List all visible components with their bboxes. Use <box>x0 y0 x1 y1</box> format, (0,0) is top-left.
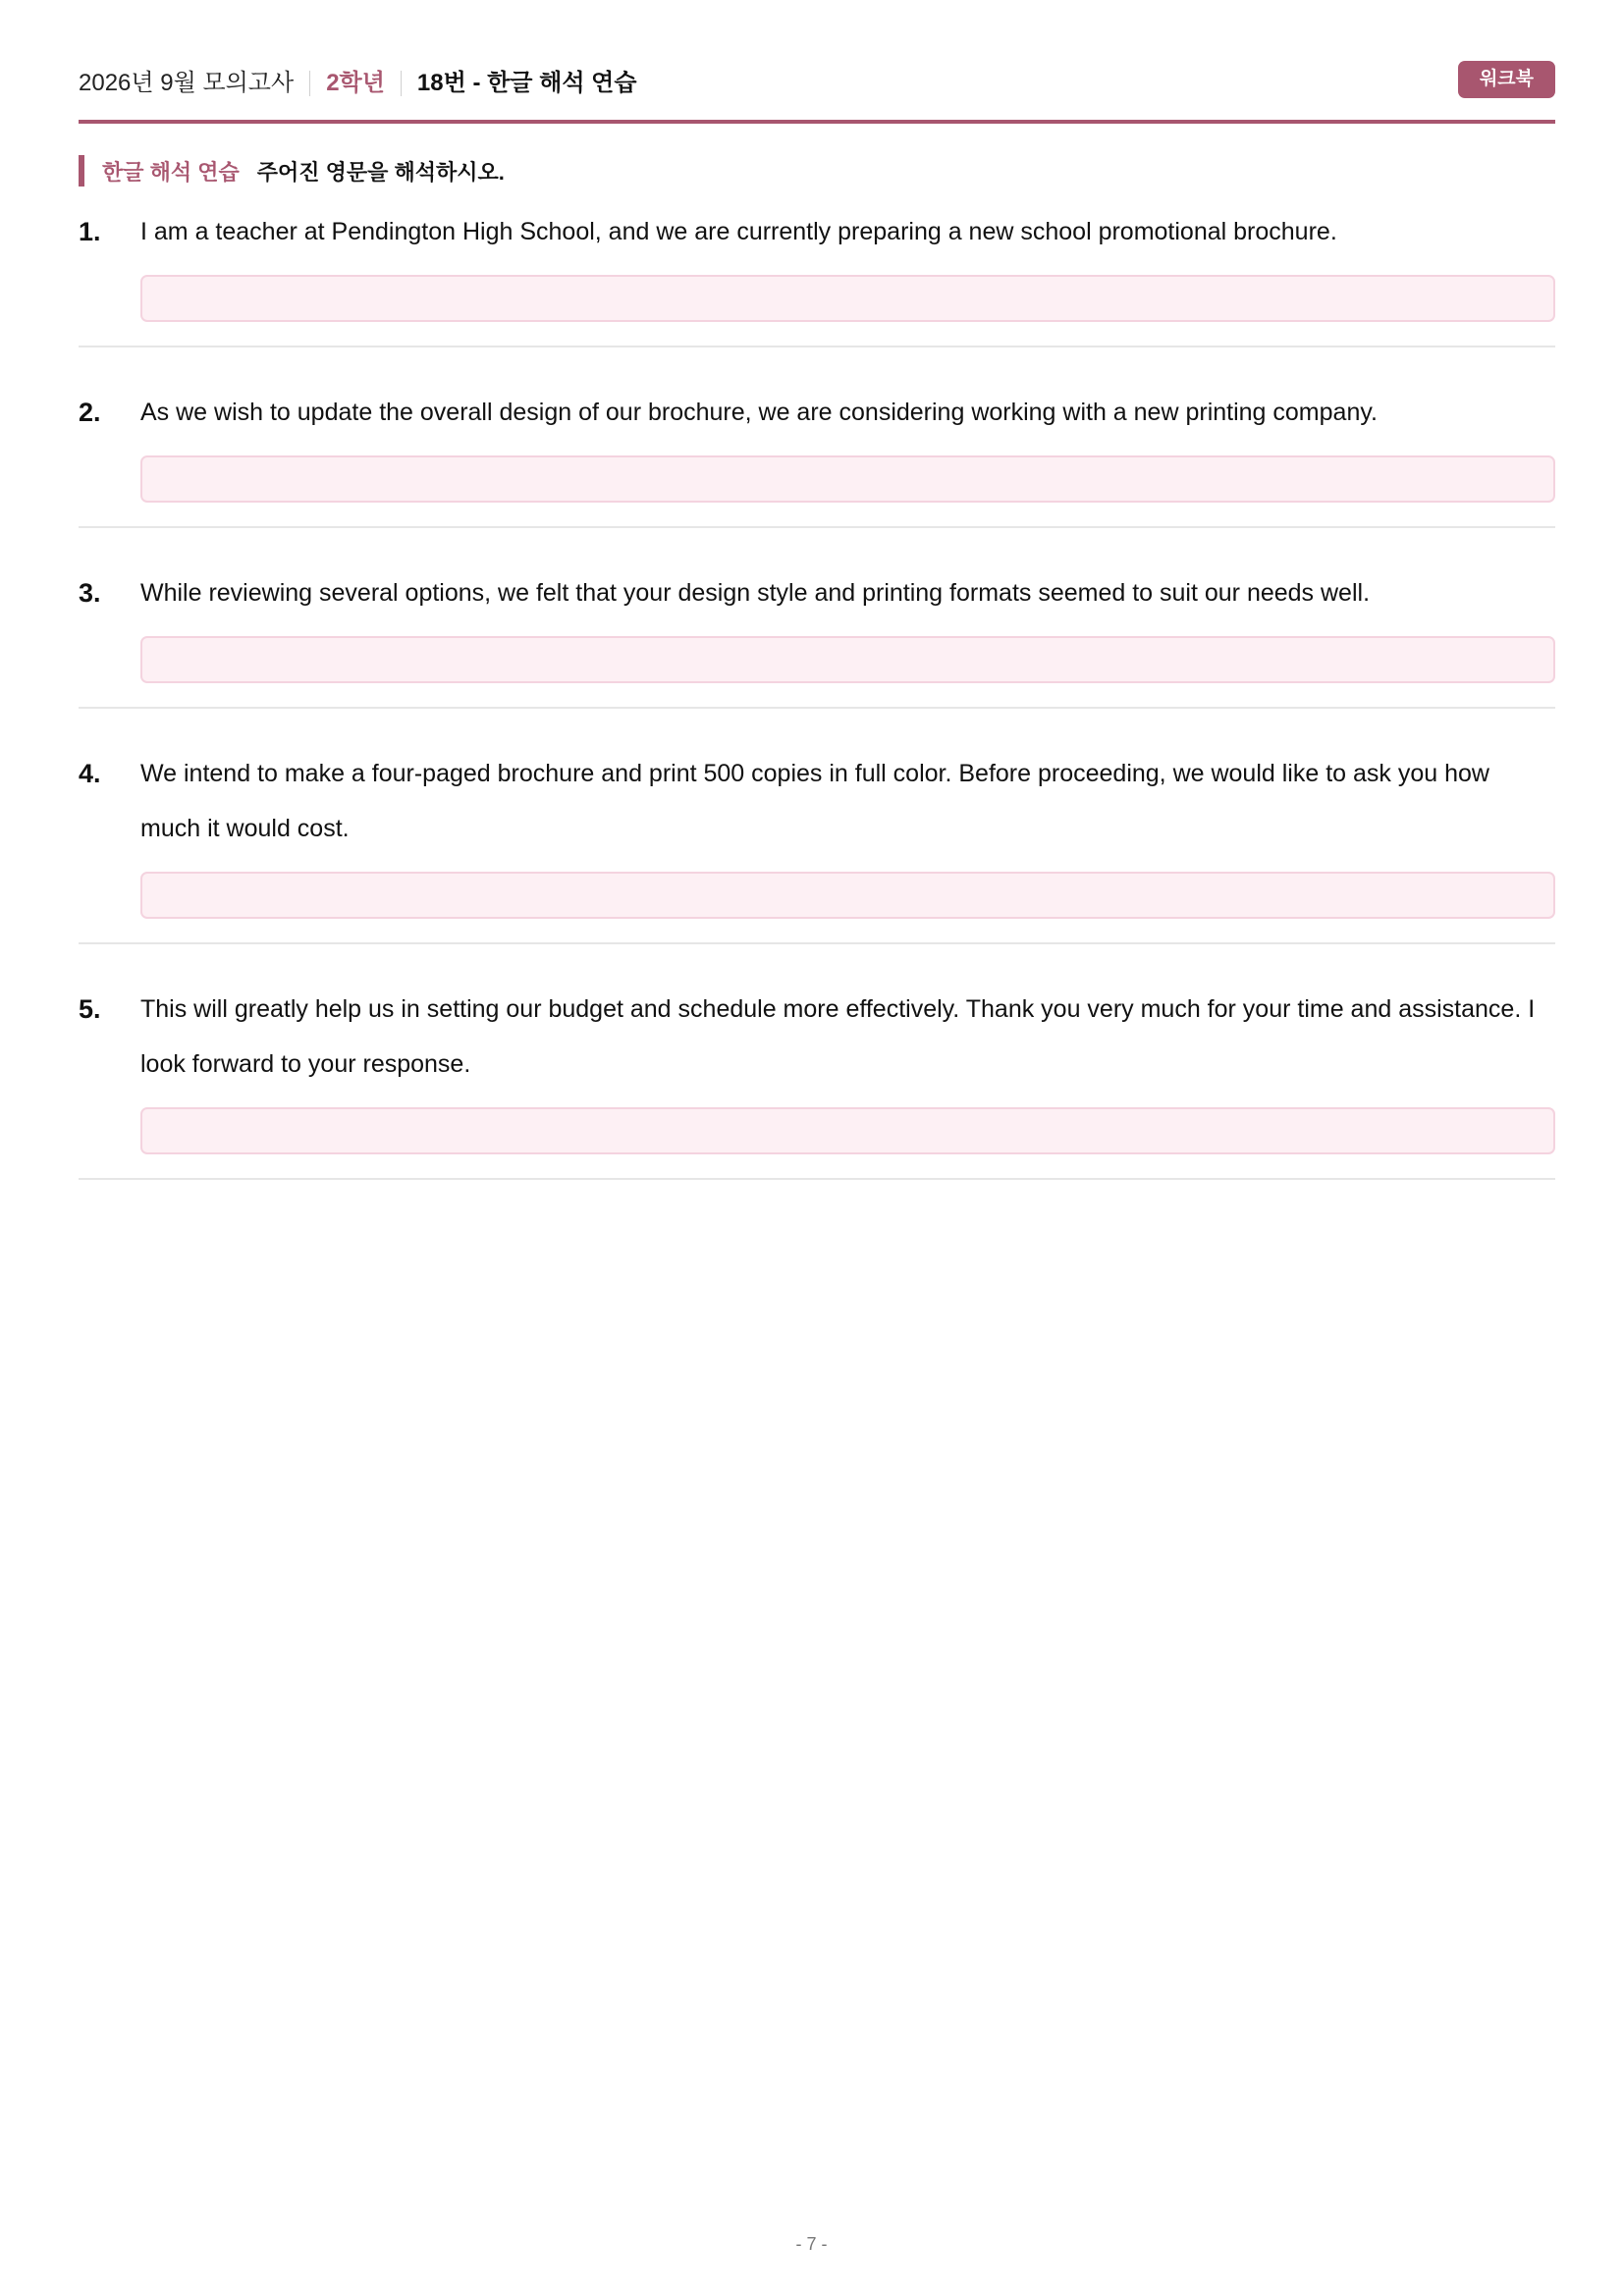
answer-field[interactable] <box>140 1107 1555 1154</box>
question-text: As we wish to update the overall design of our brochure, we are considering working with a new printing company. <box>140 399 1378 426</box>
exam-name: 2026년 9월 모의고사 <box>79 70 295 96</box>
question-text: This will greatly help us in setting our budget and schedule more effectively. Thank you very much for your time and assistance. I look forward to your response. <box>140 995 1536 1078</box>
question-number: 4. <box>79 759 101 788</box>
question-item <box>79 982 1555 1180</box>
page-header <box>79 61 1555 124</box>
answer-field[interactable] <box>140 636 1555 683</box>
header-divider <box>309 71 310 96</box>
instruction-label: 한글 해석 연습 <box>102 159 240 185</box>
question-item <box>79 385 1555 528</box>
question-item <box>79 204 1555 347</box>
question-item <box>79 565 1555 709</box>
question-text: We intend to make a four-paged brochure and print 500 copies in full color. Before proceeding, we would like to ask you how much it would cost. <box>140 760 1489 842</box>
question-number: 3. <box>79 578 101 608</box>
answer-field[interactable] <box>140 275 1555 322</box>
question-item <box>79 746 1555 944</box>
workbook-badge: 워크북 <box>1458 61 1555 98</box>
header-breadcrumb <box>79 69 637 98</box>
answer-field[interactable] <box>140 872 1555 919</box>
question-number: 5. <box>79 994 101 1024</box>
worksheet-page <box>79 0 1555 2296</box>
question-number: 1. <box>79 217 101 246</box>
instruction-text: 주어진 영문을 해석하시오. <box>256 159 505 185</box>
question-text: While reviewing several options, we felt that your design style and printing formats seemed to suit our needs well. <box>140 579 1371 607</box>
question-number: 2. <box>79 398 101 427</box>
page-title: 18번 - 한글 해석 연습 <box>416 70 637 96</box>
question-text: I am a teacher at Pendington High School, and we are currently preparing a new school promotional brochure. <box>140 218 1337 245</box>
header-divider <box>401 71 402 96</box>
instruction-heading <box>79 155 505 187</box>
answer-field[interactable] <box>140 455 1555 503</box>
grade-label: 2학년 <box>326 70 385 96</box>
page-number: - 7 - <box>795 2234 828 2254</box>
